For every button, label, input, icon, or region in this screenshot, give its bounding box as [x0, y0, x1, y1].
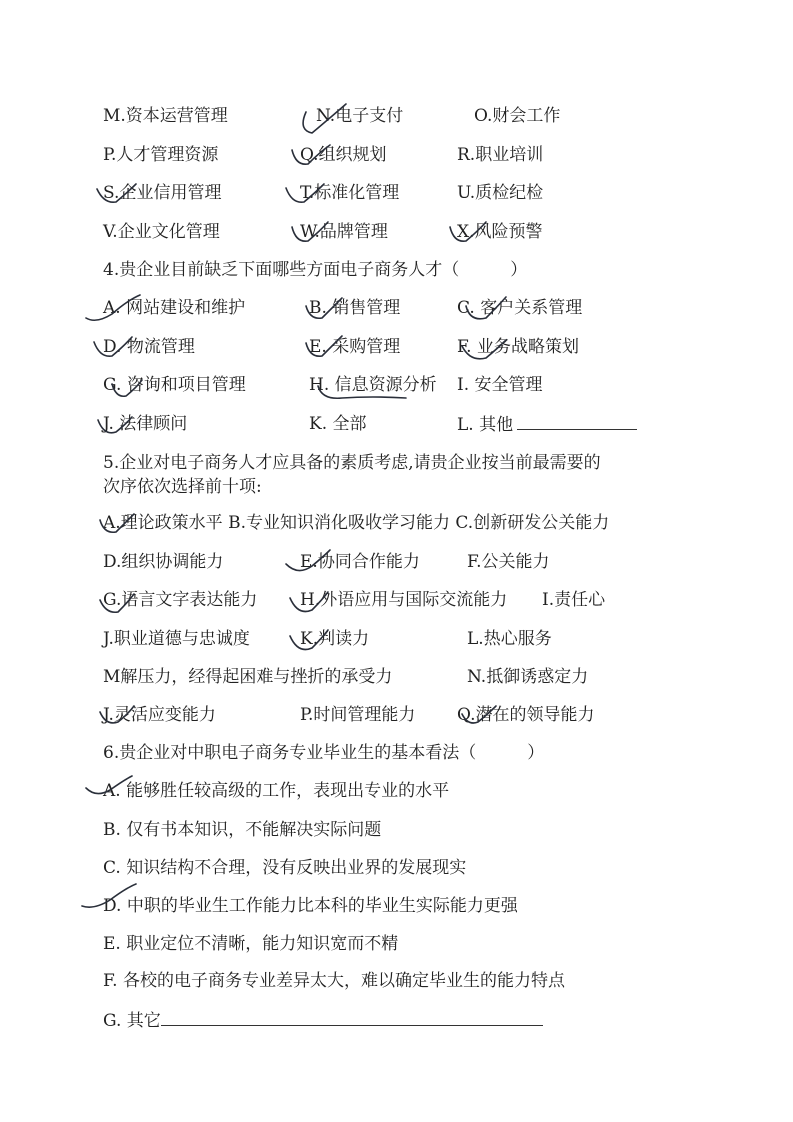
- q5-option-E: E.协同合作能力: [300, 552, 420, 572]
- q4-option-C: C. 客户关系管理: [457, 298, 583, 318]
- q5-option-H: H.外语应用与国际交流能力: [300, 590, 508, 610]
- q5-option-G: G.语言文字表达能力: [103, 590, 258, 610]
- q5-option-D: D.组织协调能力: [103, 552, 224, 572]
- option-U: U.质检纪检: [457, 183, 544, 203]
- option-V: V.企业文化管理: [103, 222, 220, 242]
- q4-option-K: K. 全部: [309, 414, 367, 434]
- option-Q: Q.组织规划: [300, 145, 387, 165]
- q5-option-Q: Q.潜在的领导能力: [457, 705, 595, 725]
- q4-question: 4.贵企业目前缺乏下面哪些方面电子商务人才（ ）: [103, 260, 528, 280]
- q6-option-C: C. 知识结构不合理，没有反映出业界的发展现实: [103, 858, 467, 878]
- q6-option-F: F. 各校的电子商务专业差异太大，难以确定毕业生的能力特点: [103, 971, 565, 991]
- q4-option-L: [457, 413, 637, 436]
- q4-option-B: B. 销售管理: [309, 298, 401, 318]
- q6-option-G-label: G. 其它: [103, 1011, 161, 1031]
- q5-option-O: J.灵活应变能力: [103, 705, 216, 725]
- q4-option-E: E. 采购管理: [309, 337, 401, 357]
- option-P: P.人才管理资源: [103, 145, 219, 165]
- option-R: R.职业培训: [457, 145, 544, 165]
- q6-option-D: D. 中职的毕业生工作能力比本科的毕业生实际能力更强: [103, 896, 518, 916]
- q5-option-M: M解压力，经得起困难与挫折的承受力: [103, 667, 393, 687]
- q4-option-A: A. 网站建设和维护: [103, 298, 246, 318]
- q4-option-L-label: L. 其他: [457, 415, 514, 435]
- q5-question-line2: 次序依次选择前十项:: [103, 477, 262, 497]
- q5-option-L: L.热心服务: [467, 629, 552, 649]
- q6-option-E: E. 职业定位不清晰，能力知识宽而不精: [103, 934, 399, 954]
- q5-question-line1: 5.企业对电子商务人才应具备的素质考虑,请贵企业按当前最需要的: [103, 453, 601, 473]
- q5-option-N: N.抵御诱惑定力: [467, 667, 589, 687]
- q5-option-F: F.公关能力: [467, 552, 550, 572]
- q4-option-F: F. 业务战略策划: [457, 337, 579, 357]
- option-W: W.品牌管理: [300, 222, 388, 242]
- q6-option-A: A. 能够胜任较高级的工作，表现出专业的水平: [103, 781, 450, 801]
- option-O: O.财会工作: [474, 106, 561, 126]
- q4-other-blank[interactable]: [517, 413, 637, 430]
- q6-option-B: B. 仅有书本知识，不能解决实际问题: [103, 820, 382, 840]
- q5-option-I: I.责任心: [542, 590, 606, 610]
- q6-other-blank[interactable]: [161, 1009, 543, 1026]
- q5-option-J: J.职业道德与忠诚度: [103, 629, 250, 649]
- q4-option-G: G. 咨询和项目管理: [103, 375, 246, 395]
- q6-option-G: [103, 1009, 543, 1032]
- q4-option-I: I. 安全管理: [457, 375, 543, 395]
- q4-option-J: J. 法律顾问: [103, 414, 188, 434]
- q6-question: 6.贵企业对中职电子商务专业毕业生的基本看法（ ）: [103, 743, 545, 763]
- option-X: X.风险预警: [457, 222, 543, 242]
- option-M: M.资本运营管理: [103, 106, 228, 126]
- option-T: T.标准化管理: [300, 183, 400, 203]
- q5-option-P: P.时间管理能力: [300, 705, 416, 725]
- q5-option-K: K.判读力: [300, 629, 370, 649]
- q5-row-abc: A.理论政策水平 B.专业知识消化吸收学习能力 C.创新研发公关能力: [103, 513, 610, 533]
- q4-option-D: D. 物流管理: [103, 337, 195, 357]
- option-S: S.企业信用管理: [103, 183, 222, 203]
- option-N: N.电子支付: [316, 106, 404, 126]
- q4-option-H: H. 信息资源分析: [309, 375, 437, 395]
